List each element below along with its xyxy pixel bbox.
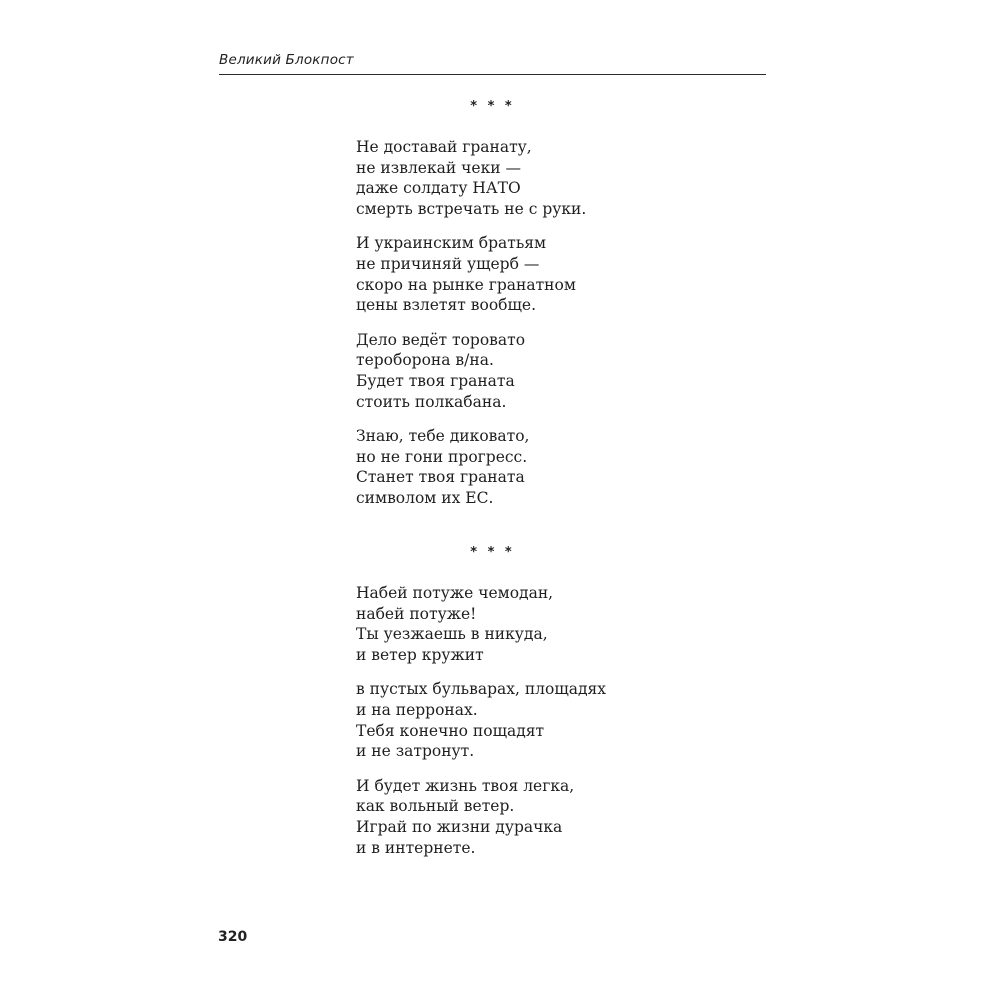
page-number: 320 <box>218 929 248 945</box>
poem-1-stanza-3 <box>356 330 756 412</box>
poem-1-stanza-1 <box>356 137 756 219</box>
verse-line: Ты уезжаешь в никуда, <box>356 625 548 644</box>
header-rule <box>219 74 766 75</box>
poem-1-stanza-2 <box>356 233 756 315</box>
running-head: Великий Блокпост <box>219 52 354 68</box>
section-divider: * * * <box>470 99 515 114</box>
poem-2 <box>356 583 756 872</box>
verse-line: набей потуже! <box>356 604 477 623</box>
poem-1 <box>356 137 756 523</box>
verse-line: Знаю, тебе диковато, <box>356 427 530 446</box>
verse-line: не причиняй ущерб — <box>356 254 540 273</box>
verse-line: и не затронут. <box>356 742 475 761</box>
verse-line: символом их ЕС. <box>356 488 494 507</box>
verse-line: стоить полкабана. <box>356 392 507 411</box>
poem-2-stanza-2 <box>356 679 756 761</box>
poem-2-stanza-1 <box>356 583 756 665</box>
verse-line: цены взлетят вообще. <box>356 296 537 315</box>
verse-line: и на перронах. <box>356 700 478 719</box>
verse-line: даже солдату НАТО <box>356 179 521 198</box>
verse-line: тероборона в/на. <box>356 351 494 370</box>
verse-line: смерть встречать не с руки. <box>356 199 587 218</box>
section-divider: * * * <box>470 545 515 560</box>
verse-line: Будет твоя граната <box>356 371 515 390</box>
verse-line: Станет твоя граната <box>356 468 525 487</box>
verse-line: но не гони прогресс. <box>356 447 528 466</box>
verse-line: И украинским братьям <box>356 234 547 253</box>
verse-line: как вольный ветер. <box>356 797 515 816</box>
verse-line: Тебя конечно пощадят <box>356 721 545 740</box>
verse-line: и ветер кружит <box>356 645 484 664</box>
poem-2-stanza-3 <box>356 776 756 858</box>
verse-line: Набей потуже чемодан, <box>356 584 554 602</box>
verse-line: не извлекай чеки — <box>356 158 522 177</box>
verse-line: Не доставай гранату, <box>356 138 532 156</box>
verse-line: Дело ведёт торовато <box>356 330 526 349</box>
verse-line: и в интернете. <box>356 838 476 857</box>
verse-line: скоро на рынке гранатном <box>356 275 576 294</box>
verse-line: в пустых бульварах, площадях <box>356 680 607 699</box>
verse-line: Играй по жизни дурачка <box>356 817 563 836</box>
poem-1-stanza-4 <box>356 426 756 508</box>
verse-line: И будет жизнь твоя легка, <box>356 776 575 795</box>
